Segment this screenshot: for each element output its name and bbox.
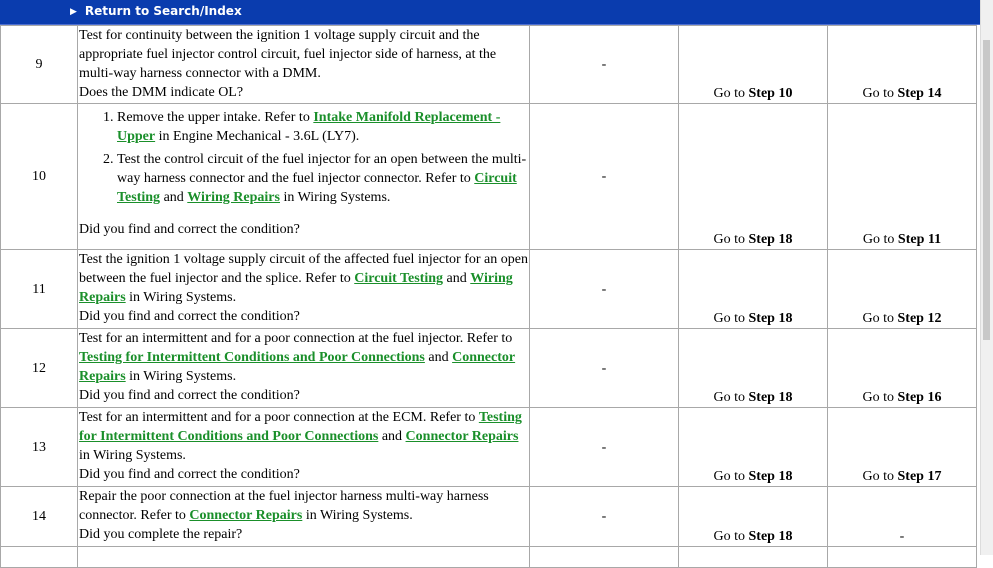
no-step: Step 14 [897,86,942,101]
action-text: in Wiring Systems. [79,448,186,463]
list-item [117,150,529,207]
action-text: and [378,429,406,444]
action-text: and [443,271,471,286]
yes-step: Step 18 [748,529,793,544]
intake-manifold-replacement-link[interactable]: Intake Manifold Replacement - Upper [117,110,501,144]
action-cell [78,26,530,104]
yes-prefix: Go to [713,390,749,405]
table-row [1,408,977,487]
no-cell: - [828,487,977,547]
step-number: 9 [1,26,78,104]
no-prefix: Go to [862,311,898,326]
triangle-right-icon: ▶ [70,7,77,17]
action-cell [78,329,530,408]
no-prefix: Go to [862,390,898,405]
table-row [1,487,977,547]
no-cell [828,547,977,568]
action-cell [78,104,530,250]
action-text: in Wiring Systems. [125,369,237,384]
value-cell: - [530,104,679,250]
yes-cell [679,547,828,568]
no-step: Step 16 [897,390,942,405]
action-cell [78,250,530,329]
testing-intermittent-conditions-link[interactable]: Testing for Intermittent Conditions and Poor Connections [79,410,522,444]
action-text: Remove the upper intake. Refer to [117,110,314,125]
yes-step: Step 18 [748,469,793,484]
no-cell [828,408,977,487]
question-text: Does the DMM indicate OL? [79,85,244,100]
no-step: Step 11 [897,232,942,247]
value-cell [530,547,679,568]
action-text: in Wiring Systems. [279,190,391,205]
yes-step: Step 10 [748,86,793,101]
connector-repairs-link[interactable]: Connector Repairs [405,429,519,444]
action-cell [78,487,530,547]
step-number: 11 [1,250,78,329]
yes-step: Step 18 [748,311,793,326]
circuit-testing-link[interactable]: Circuit Testing [354,271,444,286]
yes-cell [679,104,828,250]
step-number: 10 [1,104,78,250]
action-text: Test for an intermittent and for a poor connection at the ECM. Refer to [79,410,479,425]
yes-prefix: Go to [713,86,749,101]
action-text: Test the ignition 1 voltage supply circuit of the affected fuel injector for an open between the fuel injector and the splice. Refer to [79,252,528,286]
yes-cell [679,329,828,408]
step-number: 14 [1,487,78,547]
action-cell [78,547,530,568]
circuit-testing-link[interactable]: Circuit Testing [117,171,517,205]
value-cell: - [530,26,679,104]
action-text: and [160,190,188,205]
no-prefix: Go to [862,232,898,247]
yes-step: Step 18 [748,232,793,247]
action-text: Repair the poor connection at the fuel injector harness multi-way harness connector. Refer to [79,489,489,523]
step-number [1,547,78,568]
table-row [1,547,977,568]
diagnostic-table-container [0,25,981,568]
value-cell: - [530,329,679,408]
connector-repairs-link[interactable]: Connector Repairs [79,350,516,384]
value-cell: - [530,408,679,487]
question-text: Did you find and correct the condition? [79,309,300,324]
no-prefix: Go to [862,469,898,484]
vertical-scrollbar[interactable] [980,0,993,555]
action-text: in Engine Mechanical - 3.6L (LY7). [155,129,360,144]
value-cell: - [530,250,679,329]
list-item [117,108,529,146]
yes-step: Step 18 [748,390,793,405]
no-cell [828,104,977,250]
no-cell [828,329,977,408]
no-cell [828,26,977,104]
step-number: 12 [1,329,78,408]
no-step: Step 12 [897,311,942,326]
table-row [1,250,977,329]
question-text: Did you find and correct the condition? [79,467,300,482]
yes-cell [679,250,828,329]
yes-cell [679,408,828,487]
no-cell [828,250,977,329]
action-list [79,108,529,207]
action-text: Test the control circuit of the fuel injector for an open between the multi-way harness connector and the fuel injector connector. Refer to [117,152,527,186]
wiring-repairs-link[interactable]: Wiring Repairs [187,190,280,205]
no-prefix: Go to [862,86,898,101]
table-row [1,329,977,408]
wiring-repairs-link[interactable]: Wiring Repairs [79,271,513,305]
return-to-search-link[interactable] [70,4,242,18]
question-text: Did you find and correct the condition? [79,222,300,237]
question-text: Did you find and correct the condition? [79,388,300,403]
yes-cell [679,487,828,547]
yes-prefix: Go to [713,529,749,544]
value-cell: - [530,487,679,547]
action-text: Test for an intermittent and for a poor connection at the fuel injector. Refer to [79,331,513,346]
yes-prefix: Go to [713,469,749,484]
yes-prefix: Go to [713,232,749,247]
action-text: in Wiring Systems. [125,290,237,305]
scrollbar-thumb[interactable] [983,40,990,340]
action-text: Test for continuity between the ignition 1 voltage supply circuit and the appropriate fuel injector control circuit, fuel injector side of harness, at the multi-way harness connector with a DMM. [79,28,497,81]
action-text: in Wiring Systems. [302,508,413,523]
action-cell [78,408,530,487]
diagnostic-table [0,25,977,568]
table-row [1,26,977,104]
yes-cell [679,26,828,104]
action-text: and [424,350,453,365]
step-number: 13 [1,408,78,487]
question-text: Did you complete the repair? [79,527,243,542]
return-label: Return to Search/Index [84,4,242,18]
testing-intermittent-conditions-link[interactable]: Testing for Intermittent Conditions and Poor Connections [79,350,425,365]
connector-repairs-link[interactable]: Connector Repairs [189,508,303,523]
no-step: Step 17 [897,469,942,484]
top-nav-bar [0,0,981,25]
table-row [1,104,977,250]
yes-prefix: Go to [713,311,749,326]
